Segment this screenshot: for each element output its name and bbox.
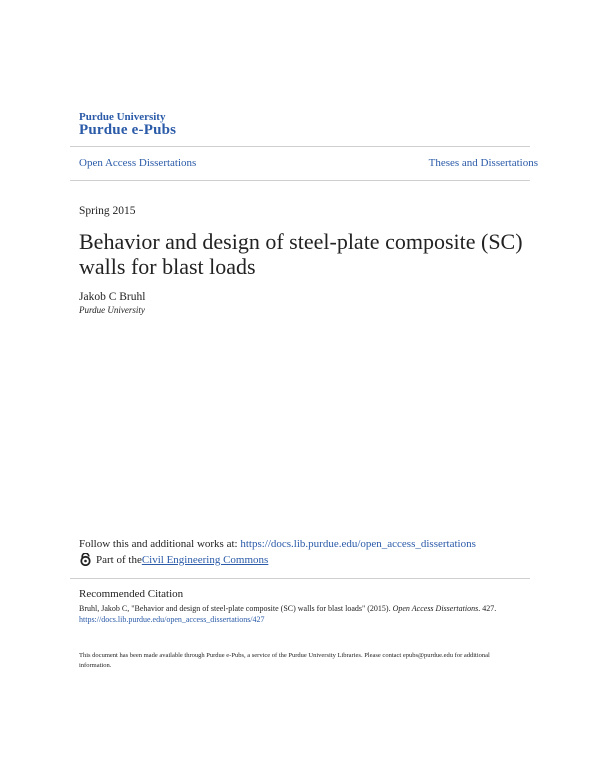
follow-text: Follow this and additional works at: bbox=[79, 538, 241, 550]
repository-name[interactable]: Purdue e-Pubs bbox=[79, 122, 177, 138]
follow-url-link[interactable]: https://docs.lib.purdue.edu/open_access_dissertations bbox=[240, 538, 476, 550]
citation-block bbox=[79, 603, 519, 625]
part-of-text: Part of the bbox=[96, 553, 142, 566]
follow-line bbox=[79, 538, 476, 550]
citation-url-link[interactable]: https://docs.lib.purdue.edu/open_access_dissertations/427 bbox=[79, 615, 265, 624]
publication-date: Spring 2015 bbox=[79, 205, 136, 217]
theses-and-dissertations-link[interactable]: Theses and Dissertations bbox=[428, 157, 538, 169]
top-divider bbox=[70, 146, 530, 147]
author-affiliation: Purdue University bbox=[79, 305, 145, 315]
document-title: Behavior and design of steel-plate composite (SC) walls for blast loads bbox=[79, 229, 523, 279]
civil-engineering-commons-link[interactable]: Civil Engineering Commons bbox=[141, 553, 269, 566]
part-of-line bbox=[79, 553, 268, 566]
citation-journal: Open Access Dissertations bbox=[392, 604, 479, 613]
open-access-dissertations-link[interactable]: Open Access Dissertations bbox=[79, 157, 197, 169]
institution-name[interactable]: Purdue University bbox=[79, 111, 166, 123]
nav-divider bbox=[70, 180, 530, 181]
author-name: Jakob C Bruhl bbox=[79, 291, 146, 303]
citation-divider bbox=[70, 578, 530, 579]
open-access-icon bbox=[79, 553, 92, 566]
citation-text: Bruhl, Jakob C, "Behavior and design of steel-plate composite (SC) walls for blast loads" (2015). bbox=[79, 604, 393, 613]
citation-number: . 427. bbox=[478, 604, 497, 613]
recommended-citation-heading: Recommended Citation bbox=[79, 588, 184, 600]
availability-notice: This document has been made available through Purdue e-Pubs, a service of the Purdue University Libraries. Please contact epubs@purdue.edu for additional information. bbox=[79, 652, 490, 669]
